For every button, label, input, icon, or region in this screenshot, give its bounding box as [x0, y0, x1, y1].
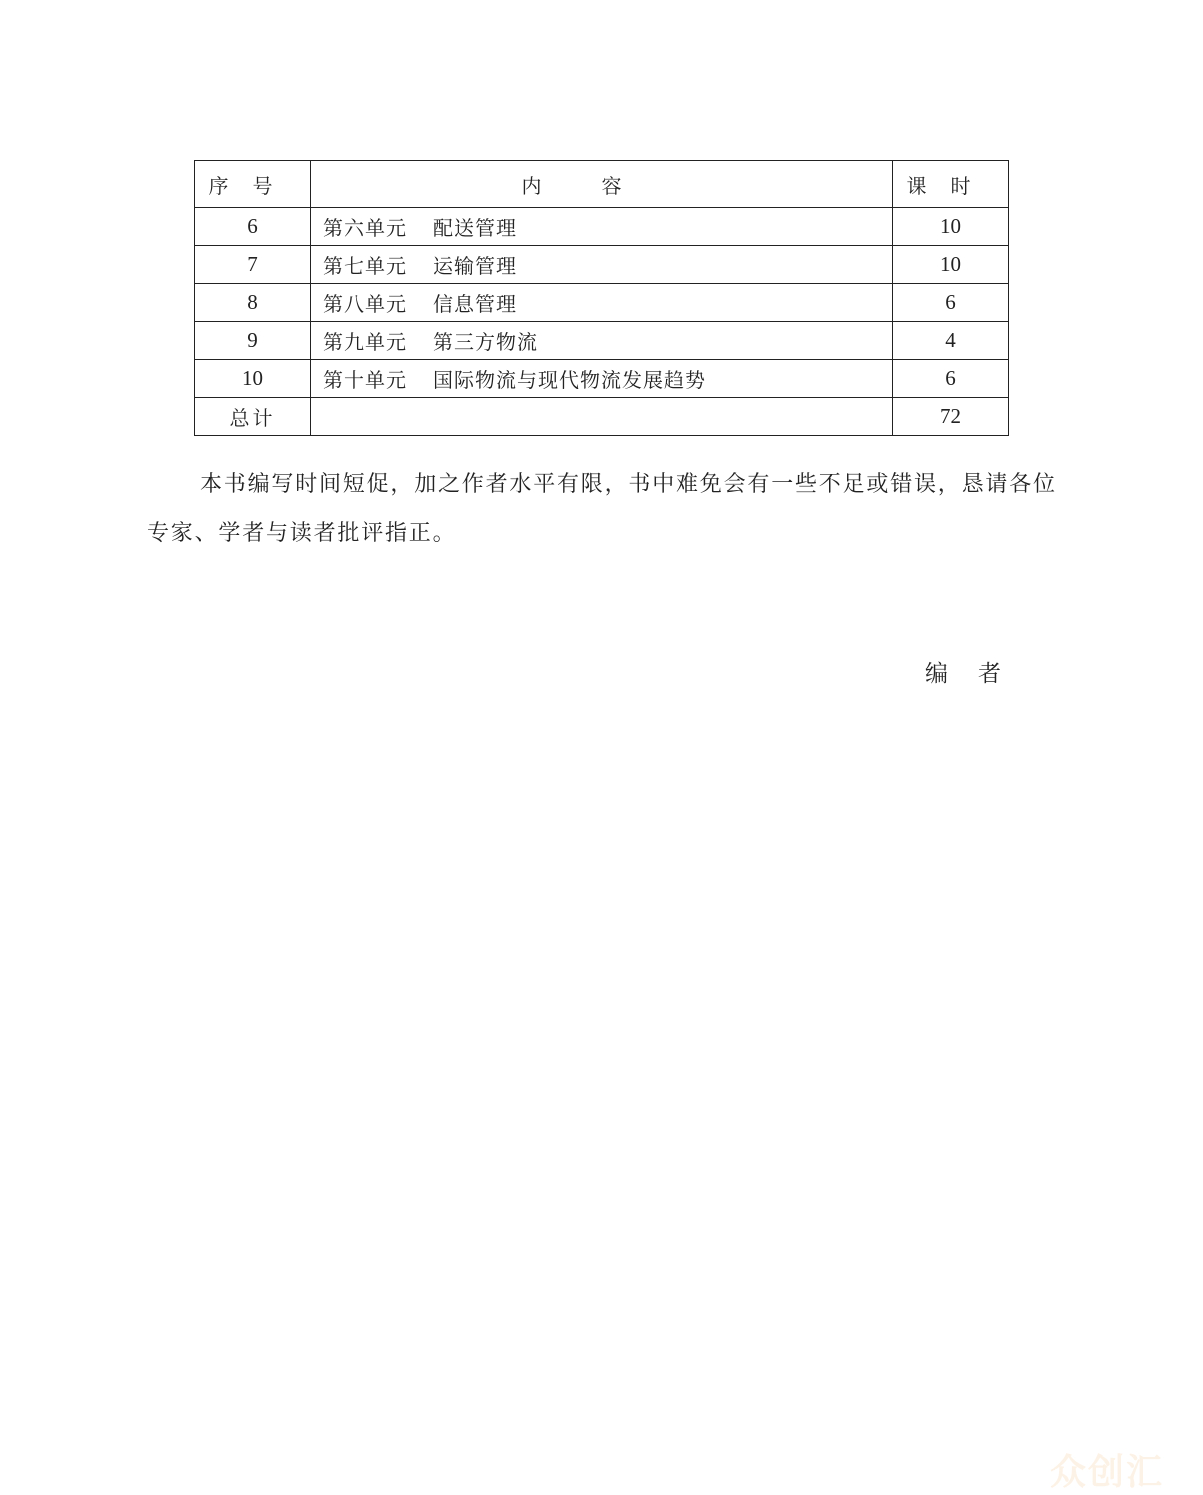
table-row [195, 246, 1009, 284]
row-number: 7 [195, 246, 311, 284]
row-hours: 6 [893, 284, 1009, 322]
unit-title: 运输管理 [433, 254, 517, 278]
unit-title: 信息管理 [433, 292, 517, 316]
row-hours: 4 [893, 322, 1009, 360]
unit-title: 国际物流与现代物流发展趋势 [433, 368, 706, 392]
unit-title: 配送管理 [433, 216, 517, 240]
row-hours: 10 [893, 246, 1009, 284]
preface-paragraph: 本书编写时间短促，加之作者水平有限，书中难免会有一些不足或错误，恳请各位专家、学者与读者批评指正。 [147, 472, 1057, 546]
table-row [195, 360, 1009, 398]
unit-label: 第六单元 [323, 216, 407, 240]
watermark-logo: 众创汇 [1050, 1452, 1165, 1493]
unit-title: 第三方物流 [433, 330, 538, 354]
row-hours: 6 [893, 360, 1009, 398]
unit-label: 第七单元 [323, 254, 407, 278]
row-number: 10 [195, 360, 311, 398]
row-number: 9 [195, 322, 311, 360]
total-content [311, 398, 893, 436]
total-label: 总计 [195, 398, 311, 436]
header-hours: 课时 [893, 161, 1009, 208]
unit-label: 第八单元 [323, 292, 407, 316]
row-content [311, 208, 893, 246]
row-content [311, 322, 893, 360]
row-content [311, 360, 893, 398]
header-number: 序号 [195, 161, 311, 208]
row-hours: 10 [893, 208, 1009, 246]
header-content: 内容 [311, 161, 893, 208]
table-row [195, 208, 1009, 246]
total-hours: 72 [893, 398, 1009, 436]
row-number: 8 [195, 284, 311, 322]
table-row [195, 284, 1009, 322]
table-header-row [195, 161, 1009, 208]
course-hours-table [194, 160, 1009, 436]
unit-label: 第十单元 [323, 368, 407, 392]
unit-label: 第九单元 [323, 330, 407, 354]
row-content [311, 284, 893, 322]
row-content [311, 246, 893, 284]
row-number: 6 [195, 208, 311, 246]
total-row [195, 398, 1009, 436]
signature: 编者 [925, 661, 1031, 687]
table-row [195, 322, 1009, 360]
